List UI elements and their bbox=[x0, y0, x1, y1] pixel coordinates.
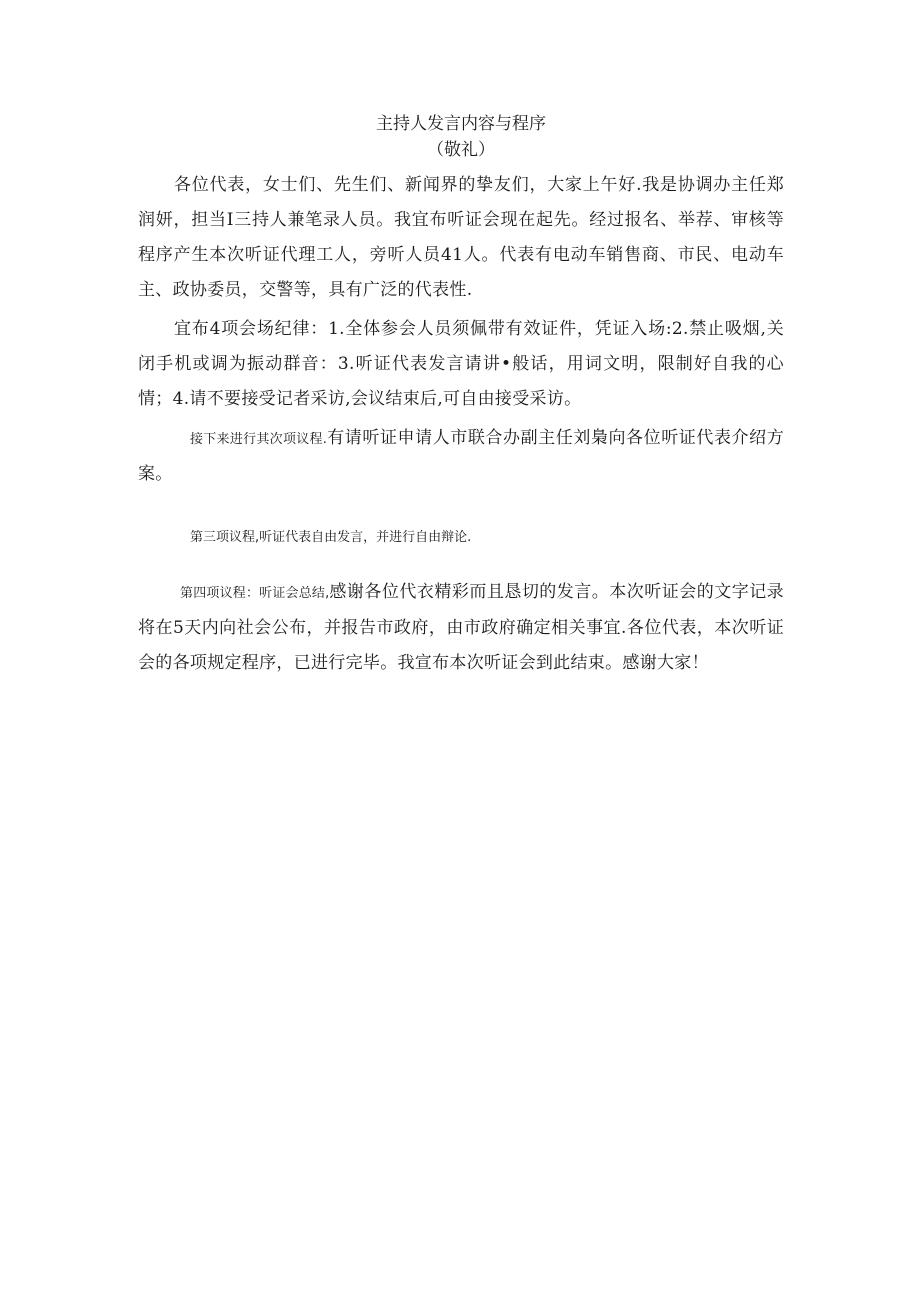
agenda-item-2-lead: 接下来进行其次项议程. bbox=[190, 432, 327, 447]
agenda-item-4-paragraph bbox=[138, 575, 784, 681]
agenda-item-3-paragraph: 第三项议程,听证代表自由发言，并进行自由辩论. bbox=[190, 530, 472, 545]
document-subtitle: （敬礼） bbox=[427, 140, 495, 160]
document-title: 主持人发言内容与程序 bbox=[376, 114, 546, 134]
agenda-item-2-paragraph bbox=[138, 421, 784, 492]
spacer bbox=[138, 555, 784, 575]
opening-paragraph: 各位代表，女士们、先生们、新闻界的挚友们，大家上午好.我是协调办主任郑润妍，担当I三持人兼笔录人员。我宜布听证会现在起先。经过报名、举荐、审核等程序产生本次听证代理工人，旁听人员41人。代表有电动车销售商、市民、电动车主、政协委员，交警等，具有广泛的代表性. bbox=[138, 175, 784, 300]
spacer bbox=[138, 492, 784, 520]
agenda-item-2-text: 有请听证申请人市联合办副主任刘梟向各位听证代表介绍方案。 bbox=[138, 428, 784, 484]
document-page bbox=[138, 112, 784, 681]
agenda-item-4-lead: 第四项议程：听证会总结, bbox=[180, 586, 330, 601]
agenda-item-4-text: 感谢各位代衣精彩而且恳切的发言。本次听证会的文字记录将在5天内向社会公布，并报告市政府，由市政府确定相关事宜.各位代表，本次听证会的各项规定程序，已进行完毕。我宣布本次听证会到此结束。感谢大家！ bbox=[138, 582, 784, 673]
discipline-paragraph: 宜布4项会场纪律：1.全体参会人员须佩带有效证件，凭证入场:2.禁止吸烟,关闭手机或调为振动群音：3.听证代表发言请讲•般话，用词文明，限制好自我的心情；4.请不要接受记者采访,会议结束后,可自由接受采访。 bbox=[138, 319, 784, 409]
